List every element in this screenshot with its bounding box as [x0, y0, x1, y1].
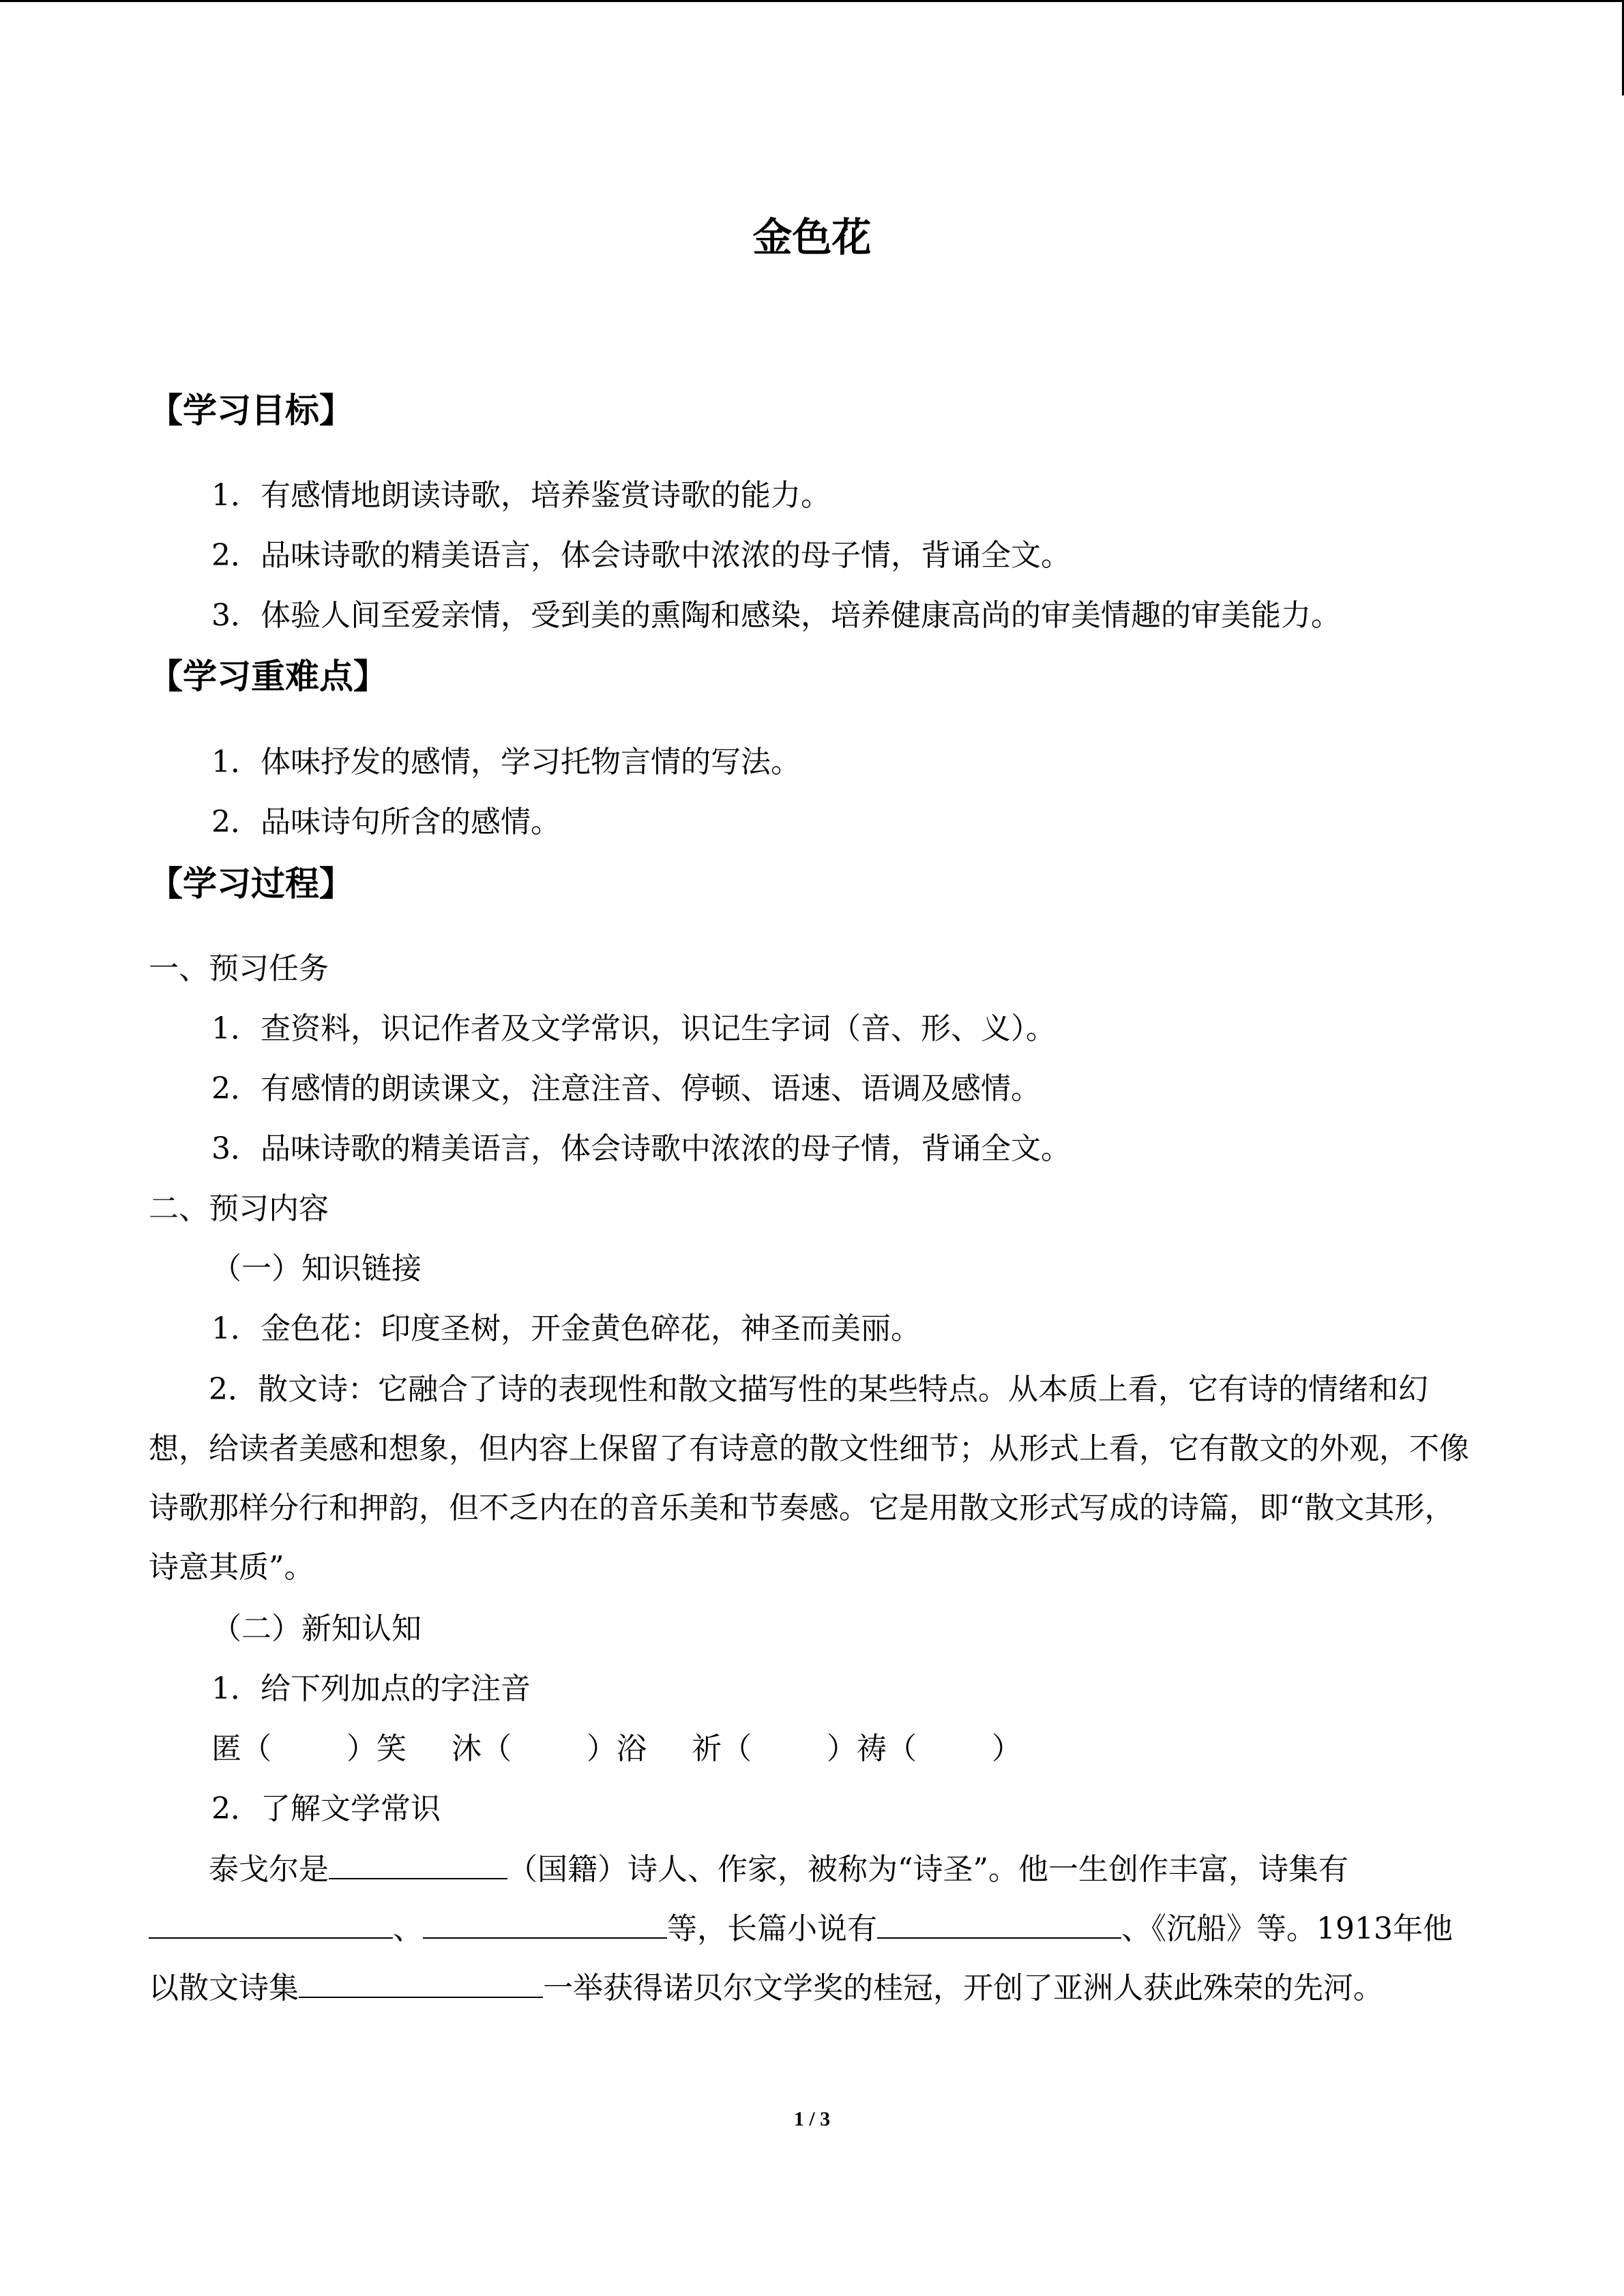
preview-task-item: 3．品味诗歌的精美语言，体会诗歌中浓浓的母子情，背诵全文。: [211, 1131, 1071, 1166]
pinyin-exercise-row: [211, 1729, 1022, 1770]
key-points-heading: 【学习重难点】: [149, 657, 387, 696]
document-title: 金色花: [752, 214, 872, 260]
knowledge-link-paragraph: 2．散文诗：它融合了诗的表现性和散文描写性的某些特点。从本质上看，它有诗的情绪和幻想，给读者美感和想象，但内容上保留了有诗意的散文性细节；从形式上看，它有散文的外观，不像诗歌那样分行和押韵，但不乏内在的音乐美和节奏感。它是用散文形式写成的诗篇，即“散文其形，诗意其质”。: [149, 1372, 1469, 1585]
key-point-item: 2．品味诗句所含的感情。: [211, 805, 561, 839]
preview-content-heading: 二、预习内容: [149, 1191, 329, 1226]
knowledge-link-heading: （一）知识链接: [211, 1251, 422, 1286]
objectives-heading: 【学习目标】: [149, 391, 353, 430]
key-point-item: 1．体味抒发的感情，学习托物言情的写法。: [211, 745, 801, 779]
pinyin-item: 沐（ ）浴: [452, 1731, 647, 1766]
pinyin-heading: 1．给下列加点的字注音: [211, 1671, 531, 1706]
poetry-collection-blank[interactable]: [149, 1907, 393, 1939]
process-heading: 【学习过程】: [149, 864, 353, 904]
poetry-collection-blank[interactable]: [423, 1907, 667, 1939]
page-top-border: [0, 0, 1624, 2]
page-number: 1 / 3: [793, 2108, 831, 2130]
nobel-collection-blank[interactable]: [299, 1967, 543, 1998]
objective-item: 2．品味诗歌的精美语言，体会诗歌中浓浓的母子情，背诵全文。: [211, 538, 1071, 573]
pinyin-item: 匿（ ）笑: [211, 1731, 407, 1766]
new-knowledge-heading: （二）新知认知: [211, 1611, 422, 1646]
nationality-blank[interactable]: [329, 1848, 507, 1879]
knowledge-link-item: 1．金色花：印度圣树，开金黄色碎花，神圣而美丽。: [211, 1311, 921, 1346]
literature-heading: 2．了解文学常识: [211, 1791, 441, 1826]
literature-paragraph: 泰戈尔是 （国籍）诗人、作家，被称为“诗圣”。他一生创作丰富，诗集有、 等，长篇小说有 、《沉船》等。1913年他以散文诗集 一举获得诺贝尔文学奖的桂冠，开创了亚洲人获此殊荣的先河。: [149, 1840, 1475, 2018]
objective-item: 1．有感情地朗读诗歌，培养鉴赏诗歌的能力。: [211, 478, 831, 513]
novel-blank[interactable]: [877, 1907, 1121, 1939]
preview-task-heading: 一、预习任务: [149, 951, 329, 986]
preview-task-item: 2．有感情的朗读课文，注意注音、停顿、语速、语调及感情。: [211, 1071, 1041, 1106]
preview-task-item: 1．查资料，识记作者及文学常识，识记生字词（音、形、义）。: [211, 1011, 1056, 1046]
objective-item: 3．体验人间至爱亲情，受到美的熏陶和感染，培养健康高尚的审美情趣的审美能力。: [211, 598, 1341, 633]
pinyin-item: 祈（ ）祷（ ）: [692, 1731, 1022, 1766]
